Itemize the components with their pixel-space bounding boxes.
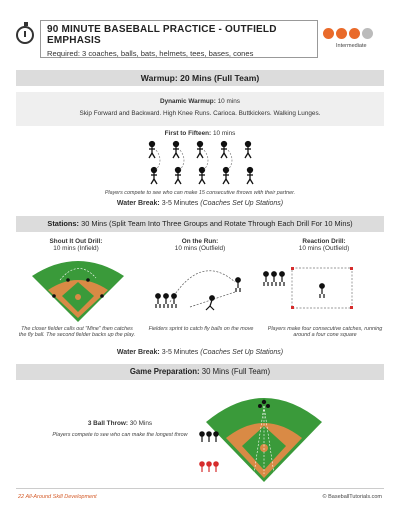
station-1-desc: The closer fielder calls out "Mine" then catches the fly ball. The second fielder backs up the play. [18, 326, 136, 338]
throwing-pairs-diagram [140, 138, 260, 188]
station-3-desc: Players make four consecutive catches, running around a four cone square [267, 326, 383, 338]
warmup-heading: Warmup: 20 Mins (Full Team) [16, 70, 384, 86]
station-2-desc: Fielders sprint to catch fly balls on the move [148, 326, 254, 332]
level-dot-4 [362, 28, 373, 39]
level-label: Intermediate [336, 43, 367, 49]
dynamic-warmup-desc: Skip Forward and Backward. High Knee Runs. Carioca. Buttkickers. Walking Lunges. [79, 110, 321, 117]
first-to-fifteen-title: First to Fifteen: 10 mins [164, 130, 236, 137]
infield-field-diagram [30, 260, 126, 324]
station-1-title: Shout It Out Drill: 10 mins (Infield) [49, 238, 103, 252]
page-header [16, 20, 384, 60]
game-prep-heading: Game Preparation: 30 Mins (Full Team) [16, 364, 384, 380]
page-title: 90 MINUTE BASEBALL PRACTICE - OUTFIELD EMPHASIS [47, 24, 277, 46]
title-box [40, 20, 318, 58]
level-dot-2 [336, 28, 347, 39]
station-2-title: On the Run: 10 mins (Outfield) [174, 238, 226, 252]
game-field-diagram [196, 382, 376, 484]
stopwatch-icon [16, 26, 34, 44]
footer-divider [16, 488, 384, 489]
first-to-fifteen-desc: Players compete to see who can make 15 consecutive throws with their partner. [104, 190, 296, 196]
on-the-run-diagram [150, 262, 250, 322]
requirements-text: Required: 3 coaches, balls, bats, helmets, tees, bases, cones [47, 49, 254, 58]
reaction-drill-diagram [262, 260, 372, 322]
stations-water-break: Water Break: 3-5 Minutes (Coaches Set Up Stations) [116, 349, 284, 356]
player-figure-bottom-row [151, 168, 253, 185]
player-figure-top-row [149, 142, 251, 159]
stations-heading: Stations: 30 Mins (Split Team Into Three Groups and Rotate Through Each Drill For 10 Mins) [16, 216, 384, 232]
three-ball-throw-title: 3 Ball Throw: 30 Mins [87, 420, 153, 427]
level-dot-1 [323, 28, 334, 39]
footer-page-label: 22 All-Around Skill Development [18, 494, 97, 500]
station-3-title: Reaction Drill: 10 mins (Outfield) [298, 238, 350, 252]
footer-copyright: © BaseballTutorials.com [322, 494, 382, 500]
dynamic-warmup-title: Dynamic Warmup: 10 mins [159, 98, 241, 105]
level-dots [323, 28, 383, 42]
three-ball-throw-desc: Players compete to see who can make the longest throw [52, 432, 188, 438]
level-dot-3 [349, 28, 360, 39]
warmup-water-break: Water Break: 3-5 Minutes (Coaches Set Up Stations) [116, 200, 284, 207]
